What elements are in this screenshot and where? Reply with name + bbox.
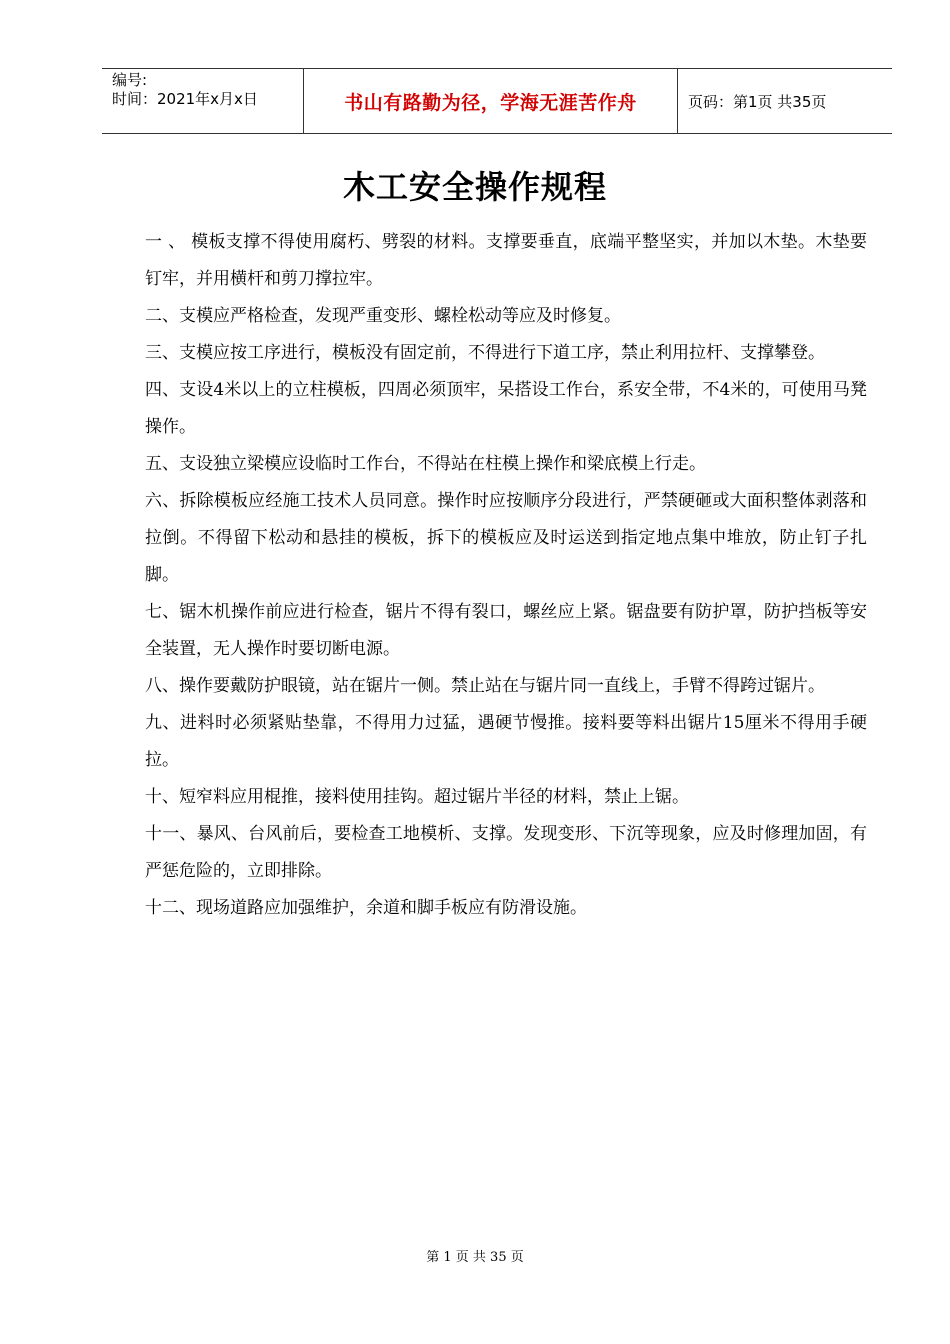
paragraph: 三、支模应按工序进行，模板没有固定前，不得进行下道工序，禁止利用拉杆、支撑攀登。 [145,343,825,363]
paragraph: 六、拆除模板应经施工技术人员同意。操作时应按顺序分段进行，严禁硬砸或大面积整体剥落和拉倒。不得留下松动和悬挂的模板，拆下的模板应及时运送到指定地点集中堆放，防止钉子扎脚。 [145,491,867,585]
paragraph: 九、进料时必须紧贴垫靠，不得用力过猛，遇硬节慢推。接料要等料出锯片15厘米不得用手硬拉。 [145,713,867,770]
header-page-info: 页码：第1页 共35页 [688,92,827,111]
document-body [145,224,867,927]
paragraph: 四、支设4米以上的立柱模板，四周必须顶牢，呆搭设工作台，系安全带，不4米的，可使用马凳操作。 [145,380,867,437]
paragraph: 一 、 模板支撑不得使用腐朽、劈裂的材料。支撑要垂直，底端平整坚实，并加以木垫。木垫要钉牢，并用横杆和剪刀撑拉牢。 [145,232,867,289]
paragraph: 二、支模应严格检查，发现严重变形、螺栓松动等应及时修复。 [145,306,621,326]
document-time-label: 时间：2021年x月x日 [112,90,258,108]
paragraph: 十、短窄料应用棍推，接料使用挂钩。超过锯片半径的材料，禁止上锯。 [145,787,689,807]
header-meta [102,69,304,133]
document-title: 木工安全操作规程 [342,168,607,206]
paragraph: 五、支设独立梁模应设临时工作台，不得站在柱模上操作和梁底模上行走。 [145,454,706,474]
paragraph: 八、操作要戴防护眼镜，站在锯片一侧。禁止站在与锯片同一直线上，手臂不得跨过锯片。 [145,676,825,696]
header-motto: 书山有路勤为径，学海无涯苦作舟 [304,69,678,133]
page-footer: 第 1 页 共 35 页 [426,1250,524,1265]
document-number-label: 编号: [112,71,148,89]
paragraph: 七、锯木机操作前应进行检查，锯片不得有裂口，螺丝应上紧。锯盘要有防护罩，防护挡板等安全装置，无人操作时要切断电源。 [145,602,867,659]
paragraph: 十一、暴风、台风前后，要检查工地模析、支撑。发现变形、下沉等现象，应及时修理加固，有严惩危险的，立即排除。 [145,824,867,881]
page-header [102,68,892,134]
paragraph: 十二、现场道路应加强维护，余道和脚手板应有防滑设施。 [145,898,587,918]
